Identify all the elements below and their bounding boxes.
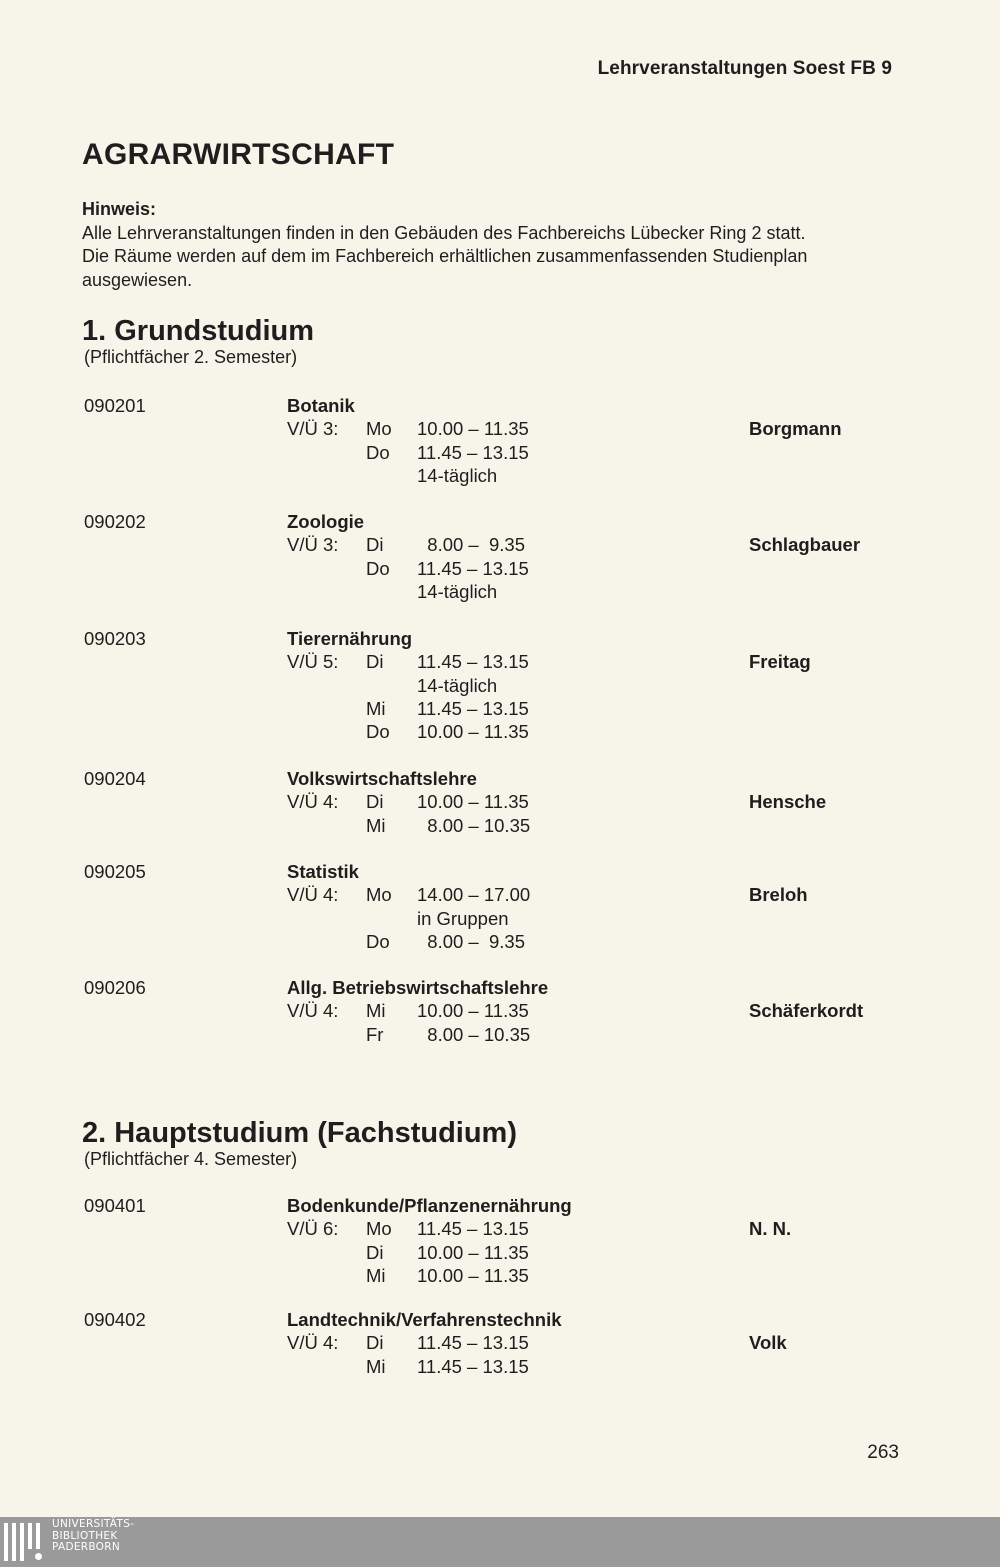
slot-day: Di (366, 534, 384, 556)
slot-day: Do (366, 441, 390, 463)
note-line: Die Räume werden auf dem im Fachbereich erhältlichen zusammenfassenden Studienplan (82, 246, 808, 266)
course-number: 090206 (84, 977, 146, 998)
library-footer-bar (0, 1517, 1000, 1567)
slot-time: 10.00 – 11.35 (417, 418, 529, 440)
course-type: V/Ü 4: (287, 1000, 339, 1022)
course-type: V/Ü 6: (287, 1218, 339, 1240)
page-title: AGRARWIRTSCHAFT (82, 138, 395, 171)
course-type: V/Ü 4: (287, 1332, 339, 1354)
course-type: V/Ü 4: (287, 791, 339, 813)
slot-time: in Gruppen (417, 907, 509, 929)
course-lecturer: Hensche (749, 791, 827, 813)
slot-time: 10.00 – 11.35 (417, 1264, 529, 1286)
slot-time: 11.45 – 13.15 (417, 441, 529, 463)
slot-day: Do (366, 721, 390, 743)
slot-day: Mi (366, 1355, 386, 1377)
slot-time: 14-täglich (417, 580, 498, 602)
course-lecturer: Breloh (749, 884, 808, 906)
course-title: Tierernährung (287, 628, 413, 649)
course-number: 090203 (84, 628, 146, 649)
slot-time: 11.45 – 13.15 (417, 1355, 529, 1377)
schedule-slot (366, 1241, 646, 1264)
course-schedule (366, 999, 646, 1046)
slot-day: Di (366, 1332, 384, 1354)
schedule-slot (366, 1264, 646, 1287)
schedule-slot (366, 557, 646, 580)
course-schedule (366, 533, 646, 603)
schedule-slot (366, 674, 646, 697)
course-title: Volkswirtschaftslehre (287, 768, 477, 789)
schedule-slot (366, 930, 646, 953)
slot-time: 11.45 – 13.15 (417, 557, 529, 579)
slot-day: Mi (366, 814, 386, 836)
slot-time: 14-täglich (417, 464, 498, 486)
schedule-slot (366, 1355, 646, 1378)
course-schedule (366, 650, 646, 743)
section-subheading: (Pflichtfächer 4. Semester) (84, 1149, 298, 1169)
course-type: V/Ü 3: (287, 418, 339, 440)
course-number: 090202 (84, 511, 146, 532)
library-name-line: UNIVERSITÄTS- (52, 1518, 135, 1530)
note-line: ausgewiesen. (82, 269, 193, 290)
slot-time: 11.45 – 13.15 (417, 651, 529, 673)
slot-day: Di (366, 791, 384, 813)
slot-day: Fr (366, 1023, 384, 1045)
course-number: 090201 (84, 395, 146, 416)
slot-day: Mo (366, 1218, 392, 1240)
schedule-slot (366, 441, 646, 464)
course-title: Zoologie (287, 511, 365, 532)
schedule-slot (366, 533, 646, 556)
slot-time: 14.00 – 17.00 (417, 884, 531, 906)
course-lecturer: Schlagbauer (749, 534, 861, 556)
schedule-slot (366, 883, 646, 906)
slot-day: Di (366, 651, 384, 673)
note-line: Alle Lehrveranstaltungen finden in den Gebäuden des Fachbereichs Lübecker Ring 2 statt. (82, 222, 806, 243)
schedule-slot (366, 1023, 646, 1046)
running-head: Lehrveranstaltungen Soest FB 9 (597, 58, 892, 79)
schedule-slot (366, 790, 646, 813)
schedule-slot (366, 697, 646, 720)
course-number: 090205 (84, 861, 146, 882)
slot-time: 8.00 – 9.35 (417, 534, 526, 556)
note-block (82, 198, 922, 292)
course-schedule (366, 883, 646, 953)
schedule-slot (366, 650, 646, 673)
slot-time: 11.45 – 13.15 (417, 1218, 529, 1240)
course-title: Allg. Betriebswirtschaftslehre (287, 977, 549, 998)
course-lecturer: Borgmann (749, 418, 842, 440)
course-lecturer: Schäferkordt (749, 1000, 864, 1022)
slot-time: 11.45 – 13.15 (417, 697, 529, 719)
schedule-slot (366, 417, 646, 440)
schedule-slot (366, 464, 646, 487)
library-name (52, 1519, 134, 1554)
schedule-slot (366, 1331, 646, 1354)
slot-day: Mi (366, 697, 386, 719)
slot-day: Di (366, 1241, 384, 1263)
slot-time: 8.00 – 9.35 (417, 930, 526, 952)
schedule-slot (366, 1217, 646, 1240)
slot-time: 14-täglich (417, 674, 498, 696)
schedule-slot (366, 814, 646, 837)
slot-time: 8.00 – 10.35 (417, 1023, 531, 1045)
slot-day: Mi (366, 1000, 386, 1022)
course-title: Landtechnik/Verfahrenstechnik (287, 1309, 562, 1330)
course-number: 090402 (84, 1309, 146, 1330)
slot-day: Mi (366, 1264, 386, 1286)
course-title: Botanik (287, 395, 355, 416)
course-schedule (366, 1331, 646, 1378)
slot-time: 10.00 – 11.35 (417, 791, 529, 813)
course-number: 090401 (84, 1195, 146, 1216)
slot-time: 10.00 – 11.35 (417, 1241, 529, 1263)
section-heading: 1. Grundstudium (82, 315, 314, 347)
course-schedule (366, 1217, 646, 1287)
course-title: Statistik (287, 861, 359, 882)
library-name-line: BIBLIOTHEK (52, 1529, 118, 1542)
section-heading: 2. Hauptstudium (Fachstudium) (82, 1117, 517, 1149)
section-subheading: (Pflichtfächer 2. Semester) (84, 347, 298, 367)
slot-day: Do (366, 557, 390, 579)
slot-day: Mo (366, 884, 392, 906)
slot-time: 10.00 – 11.35 (417, 1000, 529, 1022)
course-lecturer: Volk (749, 1332, 787, 1354)
course-number: 090204 (84, 768, 146, 789)
slot-day: Do (366, 930, 390, 952)
course-schedule (366, 790, 646, 837)
page-number: 263 (867, 1442, 899, 1463)
slot-day: Mo (366, 418, 392, 440)
course-lecturer: N. N. (749, 1218, 792, 1240)
course-title: Bodenkunde/Pflanzenernährung (287, 1195, 572, 1216)
schedule-slot (366, 580, 646, 603)
course-lecturer: Freitag (749, 651, 811, 673)
library-logo-icon (4, 1523, 44, 1561)
schedule-slot (366, 720, 646, 743)
note-label: Hinweis: (82, 199, 157, 219)
slot-time: 11.45 – 13.15 (417, 1332, 529, 1354)
slot-time: 10.00 – 11.35 (417, 721, 529, 743)
course-type: V/Ü 3: (287, 534, 339, 556)
schedule-slot (366, 999, 646, 1022)
library-name-line: PADERBORN (52, 1541, 120, 1553)
course-type: V/Ü 5: (287, 651, 339, 673)
slot-time: 8.00 – 10.35 (417, 814, 531, 836)
course-schedule (366, 417, 646, 487)
schedule-slot (366, 907, 646, 930)
course-type: V/Ü 4: (287, 884, 339, 906)
